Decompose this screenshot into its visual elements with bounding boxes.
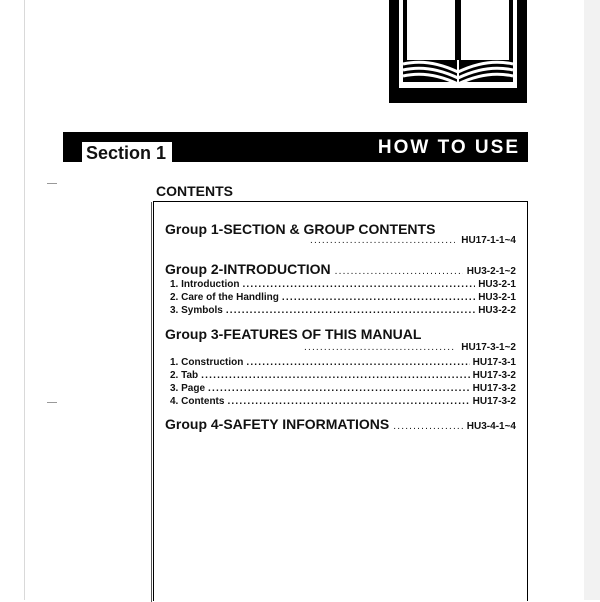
toc-item[interactable] xyxy=(170,277,516,290)
toc-group-row[interactable] xyxy=(165,416,516,432)
toc-group-title[interactable]: Group 1-SECTION & GROUP CONTENTS xyxy=(165,221,436,237)
section-label: Section 1 xyxy=(80,140,174,162)
toc-group-page-line xyxy=(304,340,516,353)
toc-page-ref: HU17-3-1~2 xyxy=(461,342,516,353)
toc-item[interactable] xyxy=(170,381,516,394)
toc-group-title[interactable]: Group 3-FEATURES OF THIS MANUAL xyxy=(165,326,422,342)
section-title: HOW TO USE xyxy=(377,137,520,158)
toc-item[interactable] xyxy=(170,394,516,407)
page-edge xyxy=(584,0,600,600)
toc-page-ref: HU3-4-1~4 xyxy=(466,421,516,432)
toc-group-title: Group 2-INTRODUCTION xyxy=(165,261,331,277)
toc-page-ref: HU3-2-1 xyxy=(478,279,516,290)
toc-item[interactable] xyxy=(170,290,516,303)
toc-page-ref: HU17-1-1~4 xyxy=(461,235,516,246)
toc-group-title: Group 4-SAFETY INFORMATIONS xyxy=(165,416,390,432)
toc-item-label: 2. Care of the Handling xyxy=(170,292,279,303)
toc-page-ref: HU17-3-1 xyxy=(472,357,516,368)
toc-page-ref: HU3-2-1 xyxy=(478,292,516,303)
toc-page-ref: HU17-3-2 xyxy=(472,396,516,407)
toc-item-label: 1. Construction xyxy=(170,357,244,368)
toc-group-page-line xyxy=(310,233,516,246)
toc-item-label: 1. Introduction xyxy=(170,279,240,290)
toc-item[interactable] xyxy=(170,368,516,381)
toc-item[interactable] xyxy=(170,355,516,368)
margin-mark xyxy=(47,402,57,403)
toc-group-row[interactable] xyxy=(165,261,516,277)
toc-page-ref: HU3-2-1~2 xyxy=(466,266,516,277)
toc-page-ref: HU17-3-2 xyxy=(472,383,516,394)
margin-mark xyxy=(47,183,57,184)
contents-heading: CONTENTS xyxy=(156,183,233,199)
toc-item[interactable] xyxy=(170,303,516,316)
toc-page-ref: HU17-3-2 xyxy=(472,370,516,381)
toc-item-label: 2. Tab xyxy=(170,370,199,381)
toc-page-ref: HU3-2-2 xyxy=(478,305,516,316)
toc-item-label: 3. Page xyxy=(170,383,206,394)
toc-item-label: 3. Symbols xyxy=(170,305,223,316)
toc-item-label: 4. Contents xyxy=(170,396,225,407)
open-book-icon xyxy=(389,0,527,103)
